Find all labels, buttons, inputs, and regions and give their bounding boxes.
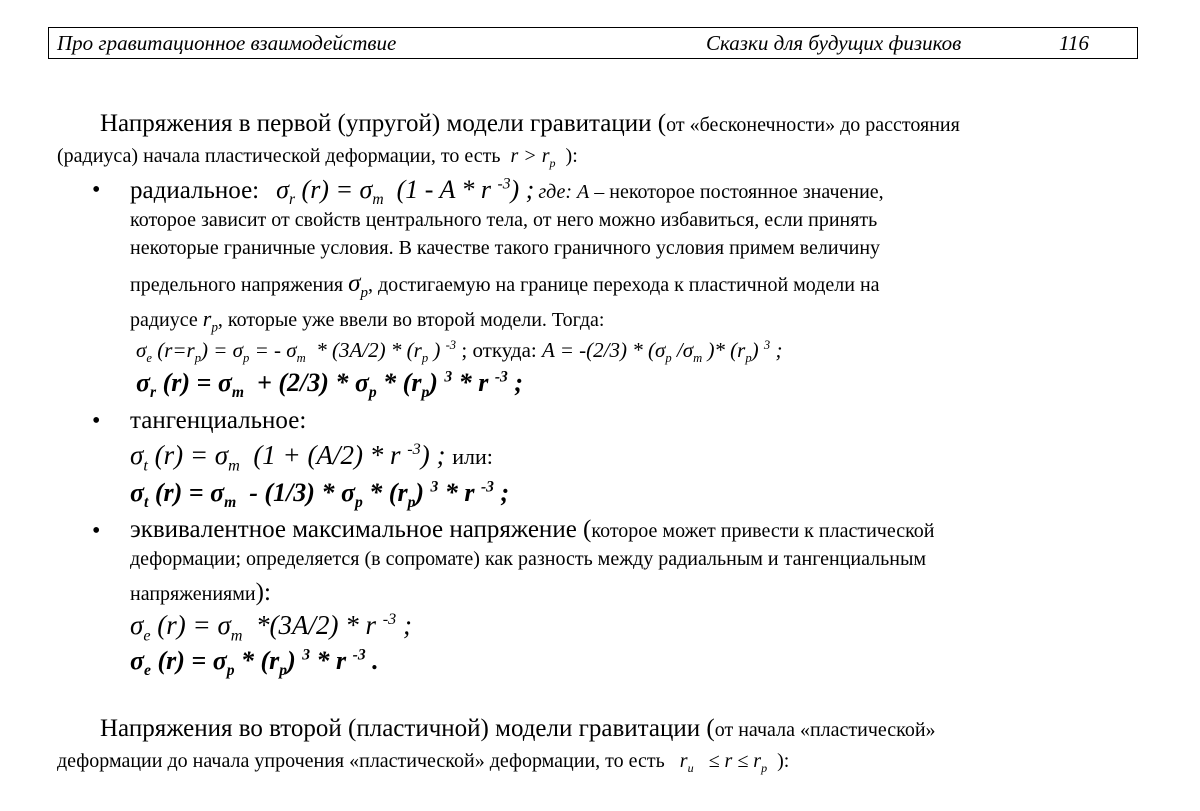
tangential-label: тангенциальное:: [130, 407, 307, 434]
section1-intro-line1: Напряжения в первой (упругой) модели гравитации (от «бесконечности» до расстояния: [100, 110, 960, 137]
tangential-formula: $\sigma_t$ $(r) = \sigma_m$ (1 + (A/2) * r $^{-3}$) ; или:: [130, 440, 493, 475]
sigma-p-symbol: $\sigma_p$: [348, 270, 368, 301]
radial-line3: некоторые граничные условия. В качестве такого граничного условия примем величину: [130, 237, 881, 259]
equivalent-line1: эквивалентное максимальное напряжение (которое может привести к пластической: [130, 516, 935, 543]
radial-line5: радиусе $r_p$, которые уже ввели во второй модели. Тогда:: [130, 306, 605, 335]
section2-intro-line2: деформации до начала упрочения «пластической» деформации, то есть $r_u \le r \le r_p$ ):: [57, 750, 790, 775]
section2-intro-line1: Напряжения во второй (пластичной) модели гравитации (от начала «пластической»: [100, 715, 936, 742]
formula-radial: $\sigma_r$ $(r) = \sigma_m$ (1 - A * r $^{-3}$) ;: [263, 175, 535, 209]
page-number: 116: [1059, 31, 1089, 55]
equivalent-formula: $\sigma_e$ $(r) = \sigma_m$ *(3A/2) * r $^{-3}$ ;: [130, 610, 412, 645]
formula-r-gt-rp: $r > r_p$: [505, 145, 556, 170]
radial-line2: которое зависит от свойств центрального тела, от него можно избавиться, если принять: [130, 209, 878, 231]
radial-line1: радиальное: $\sigma_r$ $(r) = \sigma_m$ (1 - A * r $^{-3}$) ; где: A – некоторое постоянное значение,: [130, 175, 884, 209]
equivalent-line3: напряжениями):: [130, 579, 271, 606]
radial-final-formula: $\sigma_r$ $(r) = \sigma_m + (2/3) * \sigma_p * (r_p)$ $^3$ * r $^{-3}$ ;: [136, 368, 524, 402]
header-book-title: Сказки для будущих физиков: [706, 31, 962, 55]
bullet-equivalent: •: [92, 518, 101, 544]
radial-boundary-formula: $\sigma_e$ $(r=r_p) = \sigma_p$ = - $\sigma_m * (3A/2) * (r_p$ ) $^{-3}$ ; откуда: $A = -(2/3) * (\sigma_p$ $/\sigma_m$ )* $(r_p)$ $^3$ ;: [136, 338, 783, 366]
bullet-radial: •: [92, 177, 101, 203]
header-title: Про гравитационное взаимодействие: [57, 31, 397, 55]
bullet-tangential: •: [92, 408, 101, 434]
rp-symbol: $r_p$: [202, 306, 218, 335]
equivalent-line2: деформации; определяется (в сопромате) как разность между радиальным и тангенциальным: [130, 548, 927, 570]
formula-ru-r-rp: $r_u \le r \le r_p$: [669, 750, 768, 775]
section1-intro-line2: (радиуса) начала пластической деформации, то есть $r > r_p$ ):: [57, 145, 578, 170]
page-header: [48, 27, 1138, 59]
tangential-final-formula: $\sigma_t$ $(r) = \sigma_m - (1/3) * \sigma_p * (r_p)$ $^3$ * r $^{-3}$ ;: [130, 478, 510, 512]
equivalent-final-formula: $\sigma_e$ $(r) = \sigma_p * (r_p)$ $^3$ * r $^{-3}$ .: [130, 646, 379, 680]
radial-line4: предельного напряжения $\sigma_p$, достигаемую на границе перехода к пластичной модели на: [130, 270, 880, 301]
